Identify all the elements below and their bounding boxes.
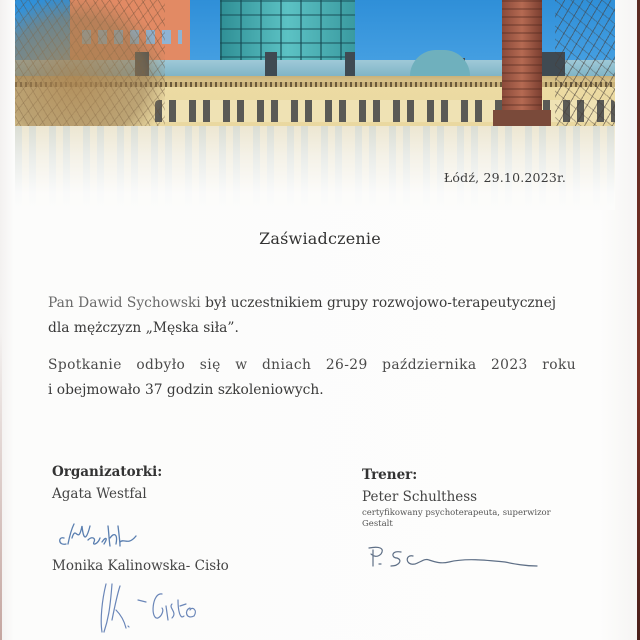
photo-tree-left: [15, 0, 165, 131]
organizer-name-1: Agata Westfal: [52, 486, 147, 502]
trainer-title-line2: Gestalt: [362, 519, 393, 529]
participant-name: Pan Dawid Sychowski: [48, 295, 201, 311]
trainer-name: Peter Schulthess: [362, 489, 478, 505]
hours-line: i obejmowało 37 godzin szkoleniowych.: [48, 382, 324, 398]
signature-westfal-icon: [54, 516, 144, 550]
participation-text: był uczestnikiem grupy rozwojowo-terapeutycznej: [200, 295, 557, 311]
organizer-name-2: Monika Kalinowska- Cisło: [52, 558, 229, 574]
organizers-label: Organizatorki:: [52, 464, 163, 480]
photo-tree-right: [555, 0, 615, 131]
trainer-label: Trener:: [362, 467, 418, 483]
photo-roof-block: [345, 52, 355, 76]
photo-reflection-fade: [15, 126, 615, 210]
paragraph-details: [48, 353, 576, 403]
date-place: Łódź, 29.10.2023r.: [443, 170, 566, 185]
trainer-section: [362, 467, 582, 530]
photo-roof-block: [265, 52, 277, 76]
paper-edge-left: [0, 330, 2, 640]
paragraph-participant: [48, 291, 576, 341]
signature-schulthess-icon: [365, 544, 545, 572]
trainer-title-line1: certyfikowany psychoterapeuta, superwizor: [362, 508, 551, 518]
meeting-dates-line: Spotkanie odbyło się w dniach 26-29 października 2023 roku: [48, 357, 576, 373]
group-name-line: dla mężczyzn „Męska siła”.: [48, 320, 239, 336]
document-title: Zaświadczenie: [259, 229, 381, 248]
signature-kalinowska-cislo-icon: [98, 580, 208, 640]
